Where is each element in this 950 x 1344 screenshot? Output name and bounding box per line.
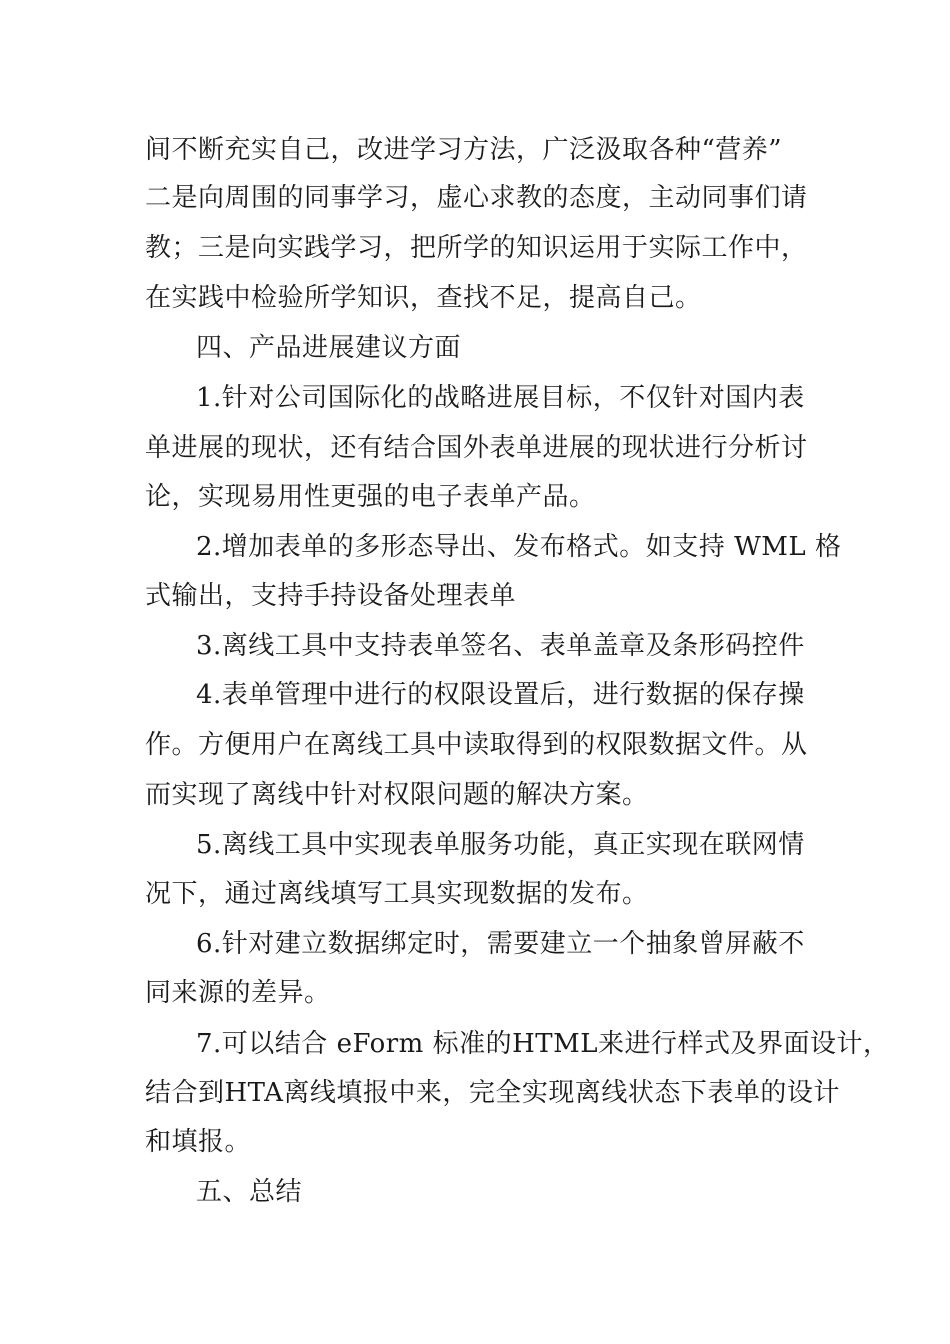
section-heading: 四、产品进展建议方面 [196, 333, 462, 363]
text-line: 二是向周围的同事学习，虚心求教的态度，主动同事们请 [145, 183, 808, 213]
text-line: 同来源的差异。 [145, 978, 331, 1008]
text-line: 在实践中检验所学知识，查找不足，提高自己。 [145, 283, 702, 313]
section-heading: 五、总结 [196, 1177, 303, 1207]
text-line: 和填报。 [145, 1127, 252, 1157]
text-line: 7.可以结合 eForm 标准的HTML来进行样式及界面设计， [196, 1029, 890, 1059]
text-line: 1.针对公司国际化的战略进展目标，不仅针对国内表 [196, 383, 805, 413]
text-line: 作。方便用户在离线工具中读取得到的权限数据文件。从 [145, 730, 808, 760]
text-line: 教；三是向实践学习，把所学的知识运用于实际工作中， [145, 233, 808, 263]
text-line: 式输出，支持手持设备处理表单 [145, 581, 517, 611]
text-line: 间不断充实自己，改进学习方法，广泛汲取各种“营养” [145, 135, 783, 165]
text-line: 单进展的现状，还有结合国外表单进展的现状进行分析讨 [145, 433, 808, 463]
text-line: 况下，通过离线填写工具实现数据的发布。 [145, 879, 649, 909]
text-line: 2.增加表单的多形态导出、发布格式。如支持 WML 格 [196, 532, 842, 562]
text-line: 4.表单管理中进行的权限设置后，进行数据的保存操 [196, 680, 805, 710]
text-line: 结合到HTA离线填报中来，完全实现离线状态下表单的设计 [145, 1078, 840, 1108]
text-line: 3.离线工具中支持表单签名、表单盖章及条形码控件 [196, 631, 805, 661]
text-line: 6.针对建立数据绑定时，需要建立一个抽象曾屏蔽不 [196, 929, 805, 959]
text-line: 论，实现易用性更强的电子表单产品。 [145, 482, 596, 512]
text-line: 5.离线工具中实现表单服务功能，真正实现在联网情 [196, 830, 805, 860]
text-line: 而实现了离线中针对权限问题的解决方案。 [145, 780, 649, 810]
